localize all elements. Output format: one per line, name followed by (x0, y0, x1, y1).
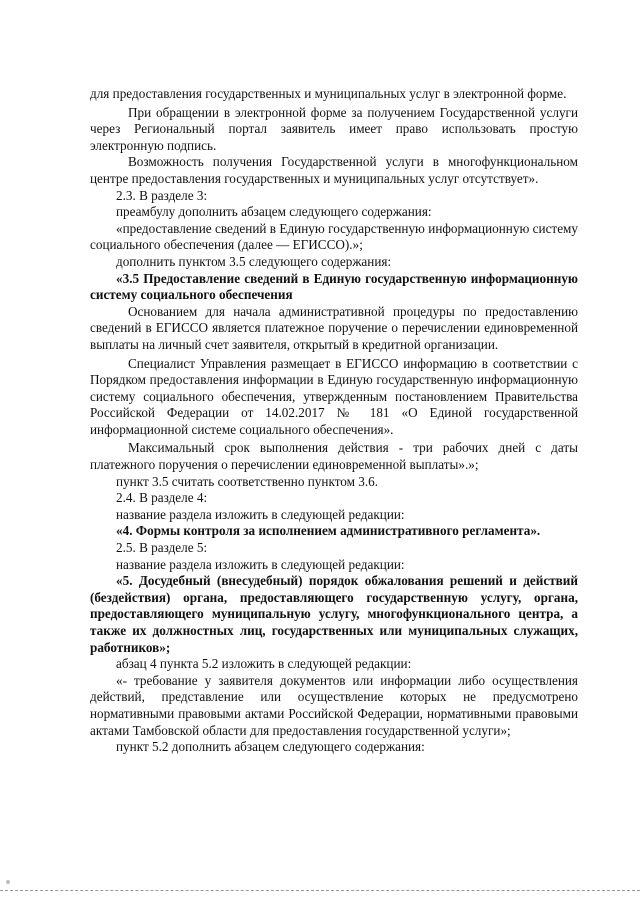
paragraph: 2.4. В разделе 4: (116, 490, 208, 506)
paragraph: преамбулу дополнить абзацем следующего содержания: (116, 204, 432, 220)
paragraph: Основанием для начала административной процедуры по предоставлению сведений в ЕГИССО является платежное поручение о перечислении единовременной выплаты на личный счет заявителя, открытый в кредитной организации. (90, 303, 578, 352)
paragraph: пункт 5.2 дополнить абзацем следующего содержания: (116, 739, 425, 755)
paragraph: «- требование у заявителя документов или информации либо осуществления действий, представление или осуществление которых не предусмотрено нормативными правовыми актами Российской Федерации, нормативными правовыми актами Тамбовской области для предоставления государственной услуги»; (90, 672, 578, 738)
section-heading: «5. Досудебный (внесудебный) порядок обжалования решений и действий (бездействия) органа, предоставляющего государственную услугу, органа, предоставляющего муниципальную услугу, многофункционального центра, а также их должностных лиц, государственных или муниципальных служащих, работников»; (90, 573, 578, 655)
paragraph: Специалист Управления размещает в ЕГИССО информацию в соответствии с Порядком предоставления информации в Единую государственную информационную систему социального обеспечения, утвержденным постановлением Правительства Российской Федерации от 14.02.2017 № 181 «О Единой государственной информационной системе социального обеспечения». (90, 355, 578, 437)
paragraph: название раздела изложить в следующей редакции: (116, 506, 405, 522)
paragraph: «предоставление сведений в Единую государственную информационную систему социального обеспечения (далее — ЕГИССО).»; (90, 220, 578, 253)
paragraph: название раздела изложить в следующей редакции: (116, 556, 405, 572)
section-heading: «3.5 Предоставление сведений в Единую государственную информационную систему социального обеспечения (90, 270, 578, 303)
paragraph: пункт 3.5 считать соответственно пунктом 3.6. (116, 473, 379, 489)
paragraph: 2.5. В разделе 5: (116, 540, 208, 556)
scan-edge-line (0, 890, 640, 893)
paragraph: для предоставления государственных и муниципальных услуг в электронной форме. (90, 86, 567, 101)
document-body (90, 86, 578, 756)
paragraph: Возможность получения Государственной услуги в многофункциональном центре предоставления государственных и муниципальных услуг отсутствует». (90, 154, 578, 186)
section-heading: «4. Формы контроля за исполнением административного регламента». (116, 523, 541, 539)
paragraph: 2.3. В разделе 3: (116, 187, 208, 203)
paragraph: абзац 4 пункта 5.2 изложить в следующей редакции: (116, 656, 412, 672)
paragraph: Максимальный срок выполнения действия - три рабочих дней с даты платежного поручения о перечислении единовременной выплаты».»; (90, 440, 578, 473)
scan-speck (6, 880, 10, 884)
paragraph: дополнить пунктом 3.5 следующего содержания: (116, 253, 392, 269)
paragraph: При обращении в электронной форме за получением Государственной услуги через Региональный портал заявитель имеет право использовать простую электронную подпись. (90, 104, 578, 153)
